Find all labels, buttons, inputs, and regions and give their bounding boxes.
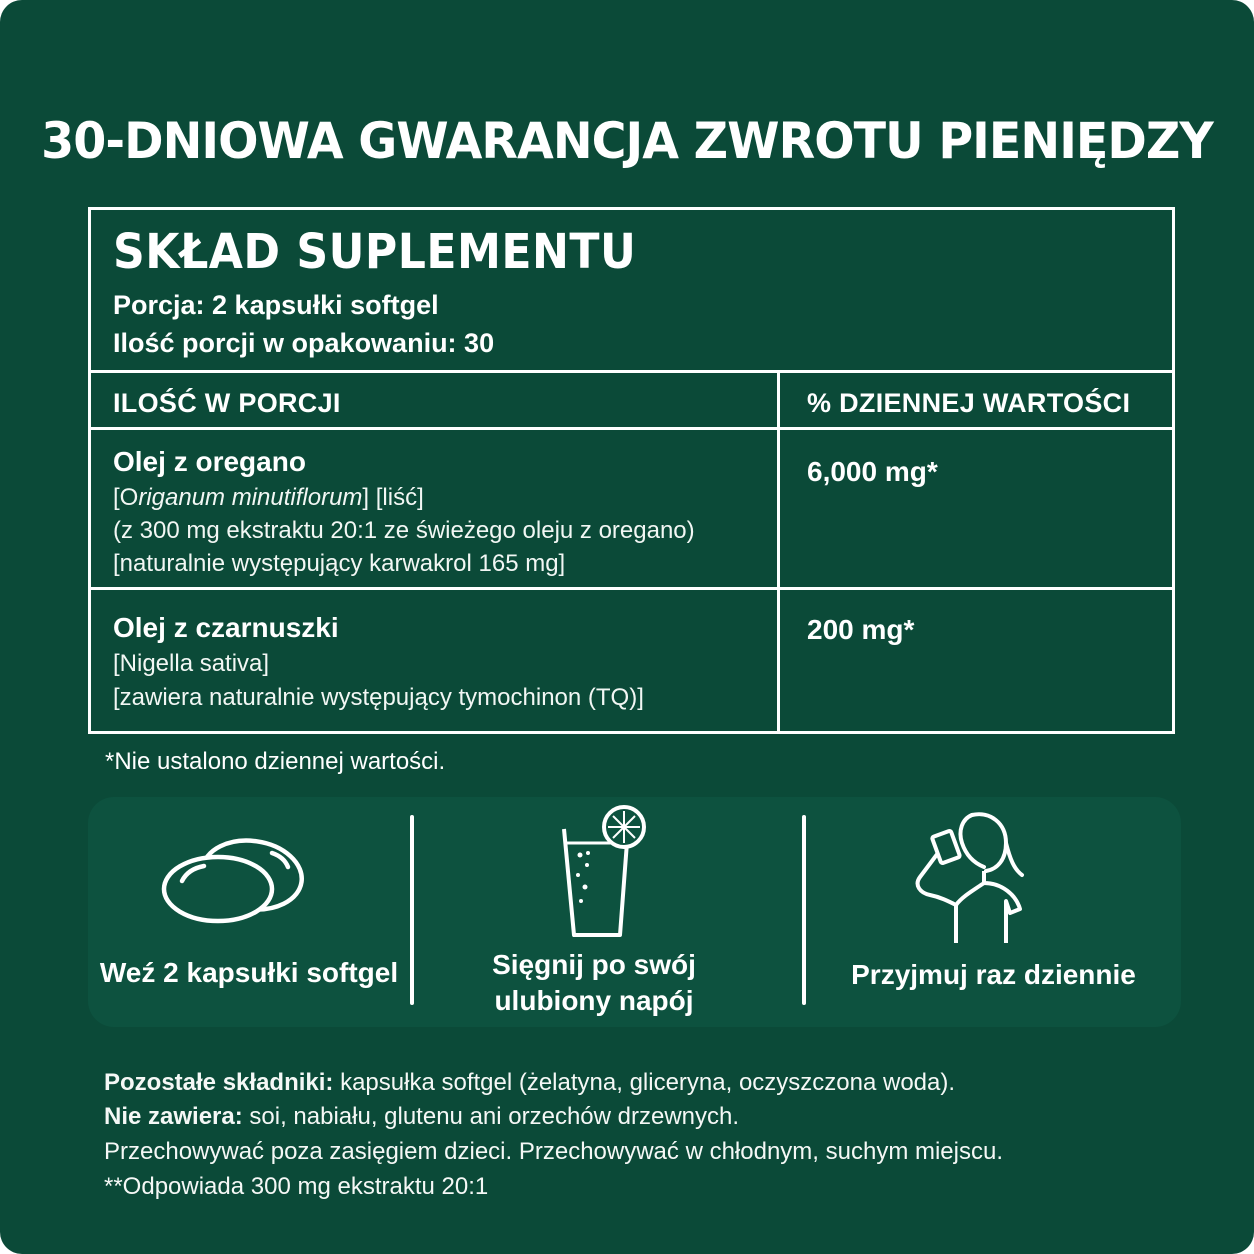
servings-per-pack: Ilość porcji w opakowaniu: 30 [113,328,495,358]
ingredient-latin: [Origanum minutiflorum] [liść] [113,484,424,511]
daily-value-footnote: *Nie ustalono dziennej wartości. [105,748,446,775]
other-ingredients: Pozostałe składniki: kapsułka softgel (żelatyna, gliceryna, oczyszczona woda). [104,1069,956,1096]
storage-info: Przechowywać poza zasięgiem dzieci. Przechowywać w chłodnym, suchym miejscu. [104,1138,1003,1165]
ingredient-amount: 6,000 mg* [807,456,938,487]
ingredient-latin: [Nigella sativa] [113,650,270,677]
extract-note: **Odpowiada 300 mg ekstraktu 20:1 [104,1173,489,1200]
column-header-daily-value: % DZIENNEJ WARTOŚCI [807,388,1131,418]
column-header-amount: ILOŚĆ W PORCJI [113,388,341,418]
ingredient-amount: 200 mg* [807,614,915,645]
guarantee-title: 30-DNIOWA GWARANCJA ZWROTU PIENIĘDZY [41,112,1213,170]
supplement-facts-table [88,207,1175,734]
person-drinking-icon [910,809,1028,947]
allergen-info: Nie zawiera: soi, nabiału, glutenu ani orzechów drzewnych. [104,1103,740,1130]
serving-size: Porcja: 2 kapsułki softgel [113,290,439,320]
facts-header [91,210,1172,373]
step-divider [410,815,414,1005]
row-divider [91,587,1172,590]
softgel-capsules-icon [160,833,310,925]
ingredient-name: Olej z czarnuszki [113,612,339,643]
step-label: Weź 2 kapsułki softgel [99,957,399,988]
usage-steps-panel [88,797,1181,1027]
step-label: Sięgnij po swój ulubiony napój [492,949,696,1016]
row-divider [91,427,1172,430]
facts-heading: SKŁAD SUPLEMENTU [113,224,637,280]
ingredient-detail: [naturalnie występujący karwakrol 165 mg] [113,550,566,577]
ingredient-detail: [zawiera naturalnie występujący tymochinon (TQ)] [113,684,644,711]
step-label: Przyjmuj raz dziennie [851,959,1136,990]
drink-glass-icon [558,803,650,939]
ingredient-detail: (z 300 mg ekstraktu 20:1 ze świeżego oleju z oregano) [113,517,695,544]
ingredient-name: Olej z oregano [113,446,306,477]
